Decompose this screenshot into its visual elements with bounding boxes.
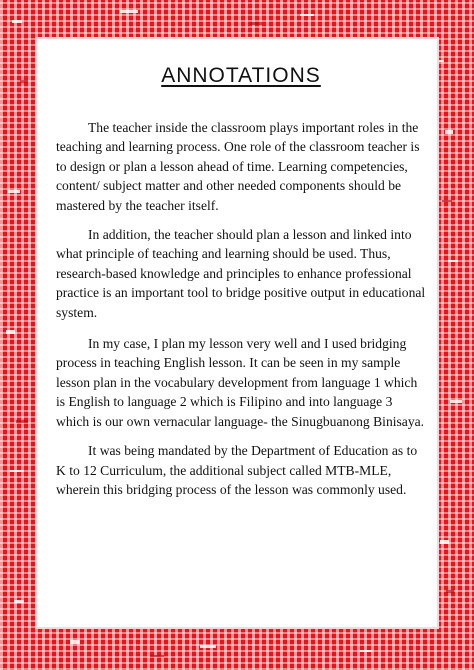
paragraph-4: It was being mandated by the Department of Education as to K to 12 Curriculum, the additional subject called MTB-MLE, wherein this bridging process of the lesson was commonly used. xyxy=(56,443,418,497)
paragraph-2: In addition, the teacher should plan a lesson and linked into what principle of teaching and learning should be used. Thus, research-based knowledge and principles to enhance professional practice is an important tool to bridge positive output in educational system. xyxy=(56,227,426,320)
page-title: ANNOTATIONS xyxy=(161,64,321,87)
paragraph-1: The teacher inside the classroom plays important roles in the teaching and learning process. One role of the classroom teacher is to design or plan a lesson ahead of time. Learning competencies, content/ subject matter and other needed components should be mastered by the teacher itself. xyxy=(56,120,420,213)
annotation-text-block xyxy=(56,64,426,509)
paragraph-3: In my case, I plan my lesson very well and I used bridging process in teaching English lesson. It can be seen in my sample lesson plan in the vocabulary development from language 1 which is English to language 2 which is Filipino and into language 3 which is our own vernacular language- the Sinugbuanong Binisaya. xyxy=(56,336,425,429)
